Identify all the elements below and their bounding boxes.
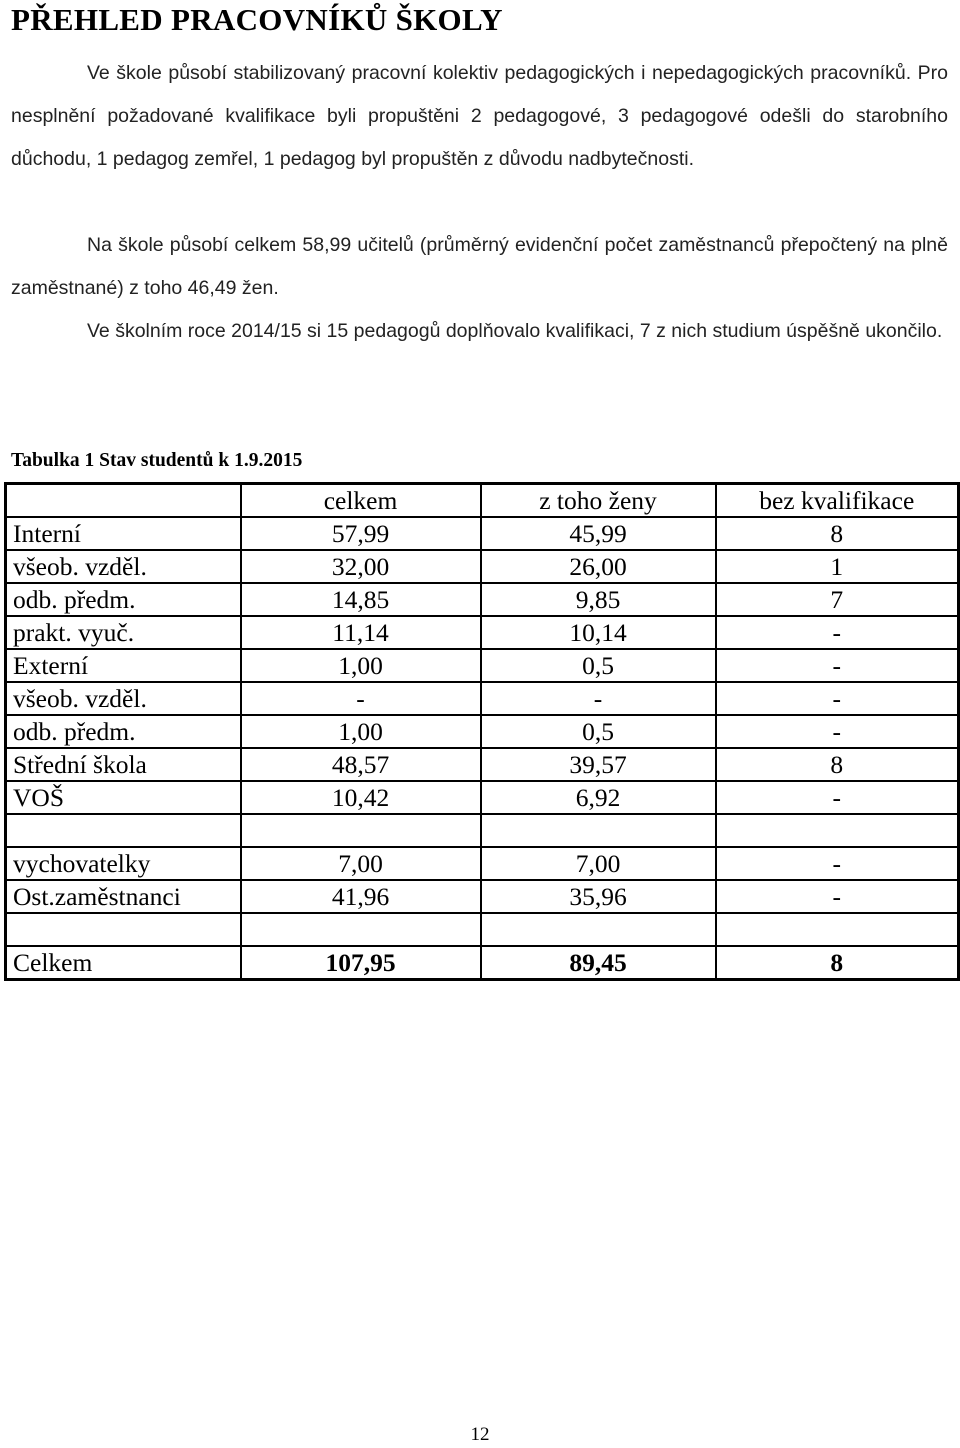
cell-total: 11,14 bbox=[241, 616, 481, 649]
cell-unqualified: - bbox=[716, 616, 959, 649]
cell-women: 39,57 bbox=[481, 748, 716, 781]
header-cell: bez kvalifikace bbox=[716, 484, 959, 518]
row-label bbox=[6, 814, 241, 847]
cell-total: 48,57 bbox=[241, 748, 481, 781]
table-row-empty bbox=[6, 913, 959, 946]
cell-women: 10,14 bbox=[481, 616, 716, 649]
header-cell: z toho ženy bbox=[481, 484, 716, 518]
paragraph-text: Na škole působí celkem 58,99 učitelů (průměrný evidenční počet zaměstnanců přepočtený na plně zaměstnané) z toho 46,49 žen. bbox=[11, 234, 948, 299]
cell-women: 7,00 bbox=[481, 847, 716, 880]
cell-total bbox=[241, 814, 481, 847]
row-label: všeob. vzděl. bbox=[6, 550, 241, 583]
row-label: Střední škola bbox=[6, 748, 241, 781]
row-label: odb. předm. bbox=[6, 583, 241, 616]
cell-unqualified bbox=[716, 814, 959, 847]
paragraph-qualification bbox=[11, 310, 948, 353]
total-label: Celkem bbox=[6, 946, 241, 980]
row-label: všeob. vzděl. bbox=[6, 682, 241, 715]
row-label: Ost.zaměstnanci bbox=[6, 880, 241, 913]
cell-unqualified: - bbox=[716, 649, 959, 682]
table-total-row bbox=[6, 946, 959, 980]
cell-total: 1,00 bbox=[241, 649, 481, 682]
cell-total: 41,96 bbox=[241, 880, 481, 913]
cell-unqualified: - bbox=[716, 715, 959, 748]
cell-women: 0,5 bbox=[481, 715, 716, 748]
table-row bbox=[6, 847, 959, 880]
table-caption: Tabulka 1 Stav studentů k 1.9.2015 bbox=[11, 450, 303, 471]
total-cell-unqualified: 8 bbox=[716, 946, 959, 980]
row-label: VOŠ bbox=[6, 781, 241, 814]
page-heading: PŘEHLED PRACOVNÍKŮ ŠKOLY bbox=[11, 2, 503, 37]
cell-unqualified: - bbox=[716, 781, 959, 814]
cell-women: 6,92 bbox=[481, 781, 716, 814]
cell-women: - bbox=[481, 682, 716, 715]
row-label: prakt. vyuč. bbox=[6, 616, 241, 649]
cell-total: 14,85 bbox=[241, 583, 481, 616]
cell-total: 1,00 bbox=[241, 715, 481, 748]
cell-total: 32,00 bbox=[241, 550, 481, 583]
cell-total: 7,00 bbox=[241, 847, 481, 880]
total-cell-women: 89,45 bbox=[481, 946, 716, 980]
cell-total bbox=[241, 913, 481, 946]
table-row-empty bbox=[6, 814, 959, 847]
table-row bbox=[6, 649, 959, 682]
cell-women: 26,00 bbox=[481, 550, 716, 583]
table-row bbox=[6, 616, 959, 649]
cell-unqualified: - bbox=[716, 880, 959, 913]
table-row bbox=[6, 748, 959, 781]
cell-women bbox=[481, 814, 716, 847]
table-row bbox=[6, 715, 959, 748]
cell-women: 9,85 bbox=[481, 583, 716, 616]
paragraph-text: Ve škole působí stabilizovaný pracovní kolektiv pedagogických i nepedagogických pracovníků. Pro nesplnění požadované kvalifikace byli propuštěni 2 pedagogové, 3 pedagogové odešli do starobního důchodu, 1 pedagog zemřel, 1 pedagog byl propuštěn z důvodu nadbytečnosti. bbox=[11, 62, 948, 170]
total-cell-total: 107,95 bbox=[241, 946, 481, 980]
cell-total: - bbox=[241, 682, 481, 715]
table-row bbox=[6, 781, 959, 814]
table-header-row bbox=[6, 484, 959, 518]
paragraph-text: Ve školním roce 2014/15 si 15 pedagogů doplňovalo kvalifikaci, 7 z nich studium úspěšně ukončilo. bbox=[87, 320, 943, 342]
staff-table bbox=[4, 482, 960, 981]
row-label bbox=[6, 913, 241, 946]
table-row bbox=[6, 550, 959, 583]
table-row bbox=[6, 583, 959, 616]
paragraph-teacher-count bbox=[11, 224, 948, 310]
table-row bbox=[6, 682, 959, 715]
cell-unqualified: 1 bbox=[716, 550, 959, 583]
cell-unqualified: 7 bbox=[716, 583, 959, 616]
header-cell: celkem bbox=[241, 484, 481, 518]
table-row bbox=[6, 517, 959, 550]
cell-women: 45,99 bbox=[481, 517, 716, 550]
cell-women bbox=[481, 913, 716, 946]
cell-unqualified bbox=[716, 913, 959, 946]
row-label: Externí bbox=[6, 649, 241, 682]
header-cell bbox=[6, 484, 241, 518]
row-label: odb. předm. bbox=[6, 715, 241, 748]
cell-unqualified: 8 bbox=[716, 517, 959, 550]
cell-unqualified: - bbox=[716, 682, 959, 715]
page-number: 12 bbox=[470, 1424, 490, 1445]
row-label: vychovatelky bbox=[6, 847, 241, 880]
cell-total: 57,99 bbox=[241, 517, 481, 550]
cell-women: 35,96 bbox=[481, 880, 716, 913]
cell-unqualified: 8 bbox=[716, 748, 959, 781]
cell-women: 0,5 bbox=[481, 649, 716, 682]
row-label: Interní bbox=[6, 517, 241, 550]
cell-unqualified: - bbox=[716, 847, 959, 880]
cell-total: 10,42 bbox=[241, 781, 481, 814]
paragraph-staff-changes bbox=[11, 52, 948, 181]
table-row bbox=[6, 880, 959, 913]
